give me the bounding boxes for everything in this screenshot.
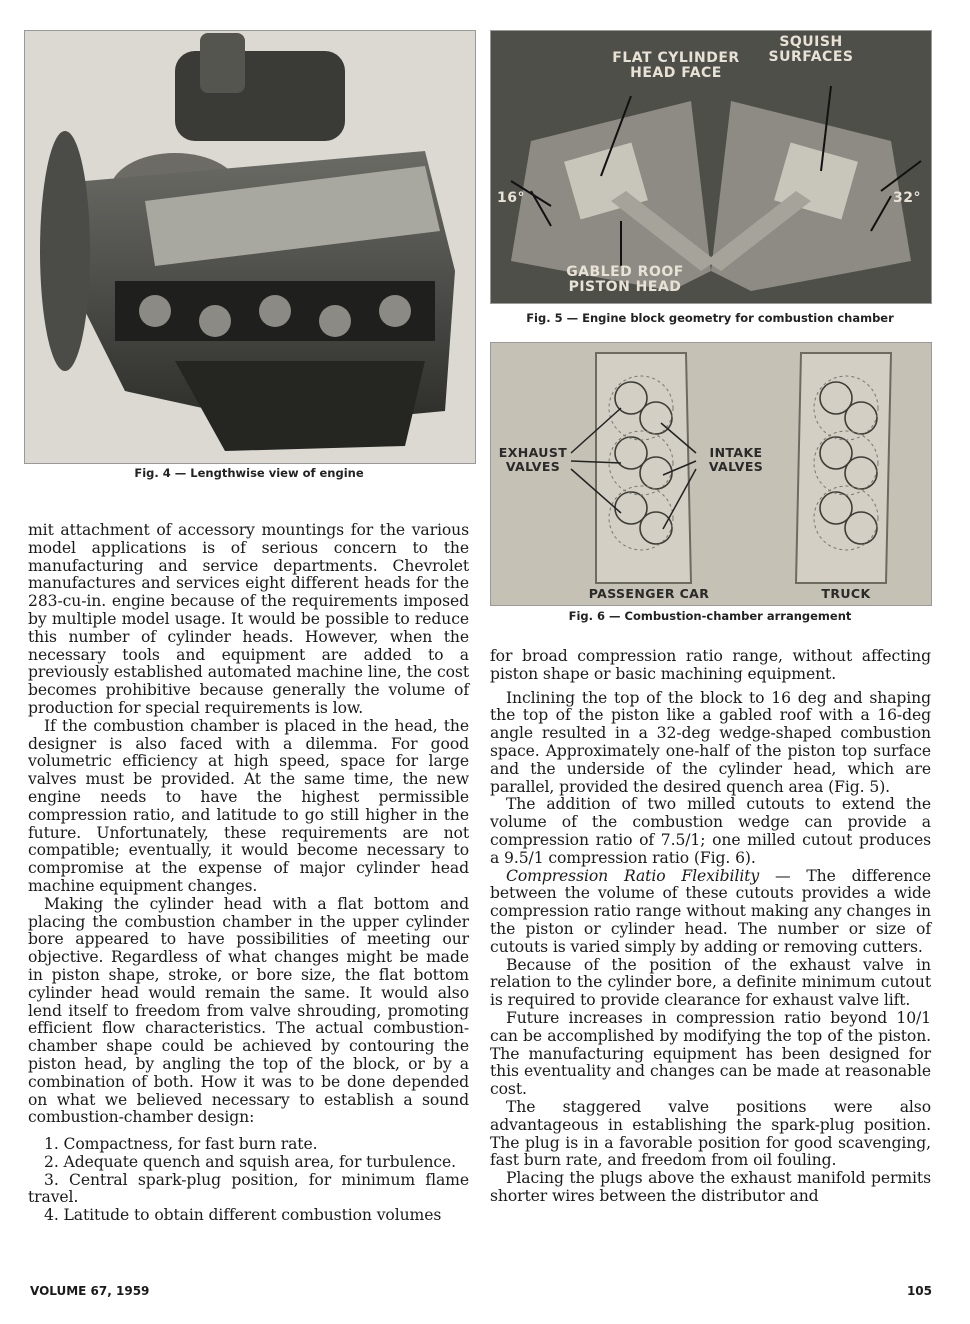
label-squish-surfaces: SQUISH SURFACES bbox=[768, 34, 854, 65]
fig6-caption: Fig. 6 — Combustion-chamber arrangement bbox=[568, 609, 852, 623]
right-paragraph-3: The addition of two milled cutouts to extend the volume of the combustion wedge can provide a compression ratio of 7.5/1; one milled cutout produces a 9.5/1 compression ratio (Fig. 6). bbox=[490, 795, 931, 867]
list-item: 3. Central spark-plug position, for minimum flame travel. bbox=[28, 1170, 469, 1207]
right-paragraph-5: Because of the position of the exhaust valve in relation to the cylinder bore, a definite minimum cutout is required to provide clearance for exhaust valve lift. bbox=[490, 955, 931, 1010]
label-exhaust-valves: EXHAUST VALVES bbox=[498, 445, 568, 474]
left-paragraph-1: mit attachment of accessory mountings for the various model applications is of serious concern to the manufacturing and service departments. Chevrolet manufactures and services eight different heads for the 283-cu-in. engine because of the requirements imposed by multiple model usage. It would be possible to reduce this number of cylinder heads. However, when the necessary tools and equipment are added to a previously established automated machine line, the cost becomes prohibitive because generally the volume of production for special requirements is low. bbox=[28, 521, 469, 717]
right-column bbox=[490, 648, 931, 1206]
fig5-block-geometry-photo bbox=[490, 30, 932, 304]
list-item: 4. Latitude to obtain different combustion volumes bbox=[44, 1206, 442, 1225]
label-16-deg: 16° bbox=[497, 190, 525, 206]
label-flat-cylinder-head-face: FLAT CYLINDER HEAD FACE bbox=[612, 50, 740, 81]
right-paragraph-8: Placing the plugs above the exhaust manifold permits shorter wires between the distributor and bbox=[490, 1169, 931, 1205]
label-passenger-car: PASSENGER CAR bbox=[588, 586, 710, 601]
engine-illustration bbox=[25, 31, 475, 463]
list-item: 2. Adequate quench and squish area, for turbulence. bbox=[44, 1152, 457, 1171]
right-paragraph-6: Future increases in compression ratio beyond 10/1 can be accomplished by modifying the top of the piston. The manufacturing equipment has been designed for this eventuality and changes can be made at reasonable cost. bbox=[490, 1008, 931, 1099]
fig5-caption: Fig. 5 — Engine block geometry for combustion chamber bbox=[526, 311, 894, 325]
section-heading-compression-ratio-flexibility: Compression Ratio Flexibility bbox=[506, 866, 760, 885]
footer-page-number: 105 bbox=[906, 1284, 932, 1298]
chamber-arrangement-illustration bbox=[491, 343, 931, 605]
fig4-caption: Fig. 4 — Lengthwise view of engine bbox=[134, 466, 364, 480]
label-32-deg: 32° bbox=[893, 190, 921, 206]
footer-volume: VOLUME 67, 1959 bbox=[30, 1284, 150, 1298]
label-intake-valves: INTAKE VALVES bbox=[708, 445, 764, 474]
label-truck: TRUCK bbox=[821, 586, 871, 601]
fig6-chamber-arrangement-photo bbox=[490, 342, 932, 606]
right-paragraph-2: Inclining the top of the block to 16 deg and shaping the top of the piston like a gabled roof with a 16-deg angle resulted in a 32-deg wedge-shaped combustion space. Approximately one-half of the piston top surface and the underside of the cylinder head, which are parallel, provided the desired quench area (Fig. 5). bbox=[490, 688, 931, 796]
left-column bbox=[28, 522, 469, 1225]
design-requirements-list bbox=[28, 1136, 469, 1225]
label-gabled-roof-piston-head: GABLED ROOF PISTON HEAD bbox=[566, 264, 684, 295]
right-paragraph-1: for broad compression ratio range, without affecting piston shape or basic machining equipment. bbox=[490, 647, 931, 683]
left-paragraph-3: Making the cylinder head with a flat bottom and placing the combustion chamber in the upper cylinder bore appeared to have possibilities of meeting our objective. Regardless of what changes might be made in piston shape, stroke, or bore size, the flat bottom cylinder head would remain the same. It would also lend itself to freedom from valve shrouding, promoting efficient flow characteristics. The actual combustion-chamber shape could be achieved by contouring the piston head, by angling the top of the block, or by a combination of both. How it was to be done depended on what we believed necessary to establish a sound combustion-chamber design: bbox=[28, 894, 469, 1127]
fig4-engine-photo bbox=[24, 30, 476, 464]
list-item: 1. Compactness, for fast burn rate. bbox=[44, 1135, 318, 1154]
right-paragraph-4 bbox=[490, 868, 931, 957]
right-paragraph-4-text: — The difference between the volume of these cutouts provides a wide compression ratio range without making any changes in the piston or cylinder head. The number or size of cutouts is varied simply by adding or removing cutters. bbox=[490, 866, 931, 956]
left-paragraph-2: If the combustion chamber is placed in the head, the designer is also faced with a dilemma. For good volumetric efficiency at high speed, space for large valves must be provided. At the same time, the new engine needs to have the highest permissible compression ratio, and latitude to go still higher in the future. Unfortunately, these requirements are not compatible; eventually, it would become necessary to compromise at the expense of major cylinder head machine equipment changes. bbox=[28, 716, 469, 895]
right-paragraph-7: The staggered valve positions were also advantageous in establishing the spark-plug position. The plug is in a favorable position for good scavenging, fast burn rate, and freedom from oil fouling. bbox=[490, 1097, 931, 1170]
